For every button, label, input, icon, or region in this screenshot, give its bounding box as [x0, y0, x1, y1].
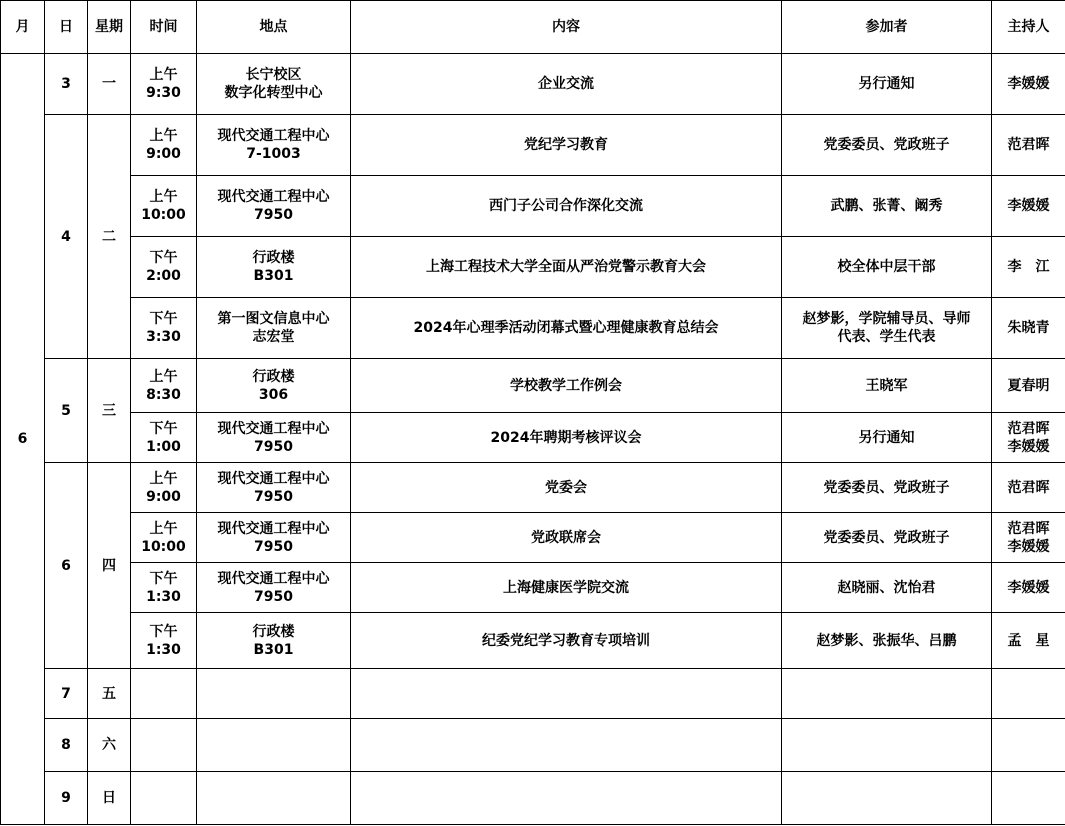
table-row [1, 115, 1065, 176]
content-cell: 上海健康医学院交流 [351, 563, 782, 613]
host-cell: 李媛媛 [992, 563, 1065, 613]
time-cell: 上午 10:00 [131, 513, 197, 563]
content-cell: 党纪学习教育 [351, 115, 782, 176]
weekday-cell: 三 [88, 359, 131, 463]
table-row [1, 54, 1065, 115]
time-cell: 上午 10:00 [131, 176, 197, 237]
host-cell: 范君晖 [992, 115, 1065, 176]
table-row [1, 176, 1065, 237]
participants-cell [782, 669, 992, 719]
table-row [1, 772, 1065, 825]
location-cell: 现代交通工程中心 7950 [197, 563, 351, 613]
time-cell: 上午 9:00 [131, 463, 197, 513]
content-cell [351, 772, 782, 825]
host-cell: 孟 星 [992, 613, 1065, 669]
host-cell: 李 江 [992, 237, 1065, 298]
table-row [1, 237, 1065, 298]
participants-cell: 赵梦影、张振华、吕鹏 [782, 613, 992, 669]
time-cell: 上午 9:00 [131, 115, 197, 176]
header-host: 主持人 [992, 1, 1065, 54]
location-cell: 现代交通工程中心 7950 [197, 413, 351, 463]
content-cell [351, 669, 782, 719]
participants-cell [782, 719, 992, 772]
location-cell [197, 669, 351, 719]
location-cell: 行政楼 B301 [197, 613, 351, 669]
participants-cell: 赵梦影，学院辅导员、导师 代表、学生代表 [782, 298, 992, 359]
location-cell: 行政楼 306 [197, 359, 351, 413]
header-location: 地点 [197, 1, 351, 54]
participants-cell: 校全体中层干部 [782, 237, 992, 298]
day-cell: 8 [45, 719, 88, 772]
host-cell: 李媛媛 [992, 176, 1065, 237]
host-cell [992, 772, 1065, 825]
host-cell: 范君晖 李媛媛 [992, 513, 1065, 563]
time-cell: 上午 8:30 [131, 359, 197, 413]
host-cell [992, 719, 1065, 772]
table-row [1, 463, 1065, 513]
weekday-cell: 六 [88, 719, 131, 772]
location-cell [197, 719, 351, 772]
location-cell: 长宁校区 数字化转型中心 [197, 54, 351, 115]
participants-cell: 另行通知 [782, 413, 992, 463]
table-row [1, 298, 1065, 359]
time-cell [131, 719, 197, 772]
location-cell: 现代交通工程中心 7950 [197, 463, 351, 513]
location-cell: 现代交通工程中心 7950 [197, 176, 351, 237]
time-cell: 下午 2:00 [131, 237, 197, 298]
location-cell: 行政楼 B301 [197, 237, 351, 298]
table-row [1, 613, 1065, 669]
location-cell: 第一图文信息中心 志宏堂 [197, 298, 351, 359]
table-row [1, 359, 1065, 413]
content-cell: 西门子公司合作深化交流 [351, 176, 782, 237]
content-cell: 上海工程技术大学全面从严治党警示教育大会 [351, 237, 782, 298]
schedule-body [1, 54, 1065, 825]
host-cell: 李媛媛 [992, 54, 1065, 115]
weekday-cell: 一 [88, 54, 131, 115]
weekday-cell: 五 [88, 669, 131, 719]
header-month: 月 [1, 1, 45, 54]
table-row [1, 513, 1065, 563]
header-day: 日 [45, 1, 88, 54]
table-row [1, 413, 1065, 463]
time-cell: 下午 1:30 [131, 563, 197, 613]
participants-cell: 党委委员、党政班子 [782, 463, 992, 513]
host-cell: 范君晖 [992, 463, 1065, 513]
location-cell: 现代交通工程中心 7-1003 [197, 115, 351, 176]
day-cell: 5 [45, 359, 88, 463]
weekday-cell: 二 [88, 115, 131, 359]
table-row [1, 719, 1065, 772]
host-cell: 范君晖 李媛媛 [992, 413, 1065, 463]
table-row [1, 563, 1065, 613]
day-cell: 9 [45, 772, 88, 825]
location-cell: 现代交通工程中心 7950 [197, 513, 351, 563]
participants-cell: 赵晓丽、沈怡君 [782, 563, 992, 613]
day-cell: 6 [45, 463, 88, 669]
day-cell: 3 [45, 54, 88, 115]
weekday-cell: 四 [88, 463, 131, 669]
header-participants: 参加者 [782, 1, 992, 54]
time-cell: 下午 1:00 [131, 413, 197, 463]
day-cell: 7 [45, 669, 88, 719]
participants-cell: 另行通知 [782, 54, 992, 115]
content-cell: 党委会 [351, 463, 782, 513]
content-cell: 2024年聘期考核评议会 [351, 413, 782, 463]
time-cell: 下午 1:30 [131, 613, 197, 669]
participants-cell: 王晓军 [782, 359, 992, 413]
location-cell [197, 772, 351, 825]
participants-cell: 党委委员、党政班子 [782, 513, 992, 563]
participants-cell [782, 772, 992, 825]
content-cell: 企业交流 [351, 54, 782, 115]
header-weekday: 星期 [88, 1, 131, 54]
header-time: 时间 [131, 1, 197, 54]
time-cell: 下午 3:30 [131, 298, 197, 359]
content-cell: 纪委党纪学习教育专项培训 [351, 613, 782, 669]
time-cell [131, 669, 197, 719]
participants-cell: 武鹏、张菁、阚秀 [782, 176, 992, 237]
content-cell: 2024年心理季活动闭幕式暨心理健康教育总结会 [351, 298, 782, 359]
content-cell: 党政联席会 [351, 513, 782, 563]
time-cell: 上午 9:30 [131, 54, 197, 115]
month-cell: 6 [1, 54, 45, 825]
content-cell: 学校教学工作例会 [351, 359, 782, 413]
day-cell: 4 [45, 115, 88, 359]
participants-cell: 党委委员、党政班子 [782, 115, 992, 176]
content-cell [351, 719, 782, 772]
header-content: 内容 [351, 1, 782, 54]
host-cell: 朱晓青 [992, 298, 1065, 359]
header-row [1, 1, 1065, 54]
host-cell [992, 669, 1065, 719]
table-row [1, 669, 1065, 719]
weekday-cell: 日 [88, 772, 131, 825]
host-cell: 夏春明 [992, 359, 1065, 413]
time-cell [131, 772, 197, 825]
